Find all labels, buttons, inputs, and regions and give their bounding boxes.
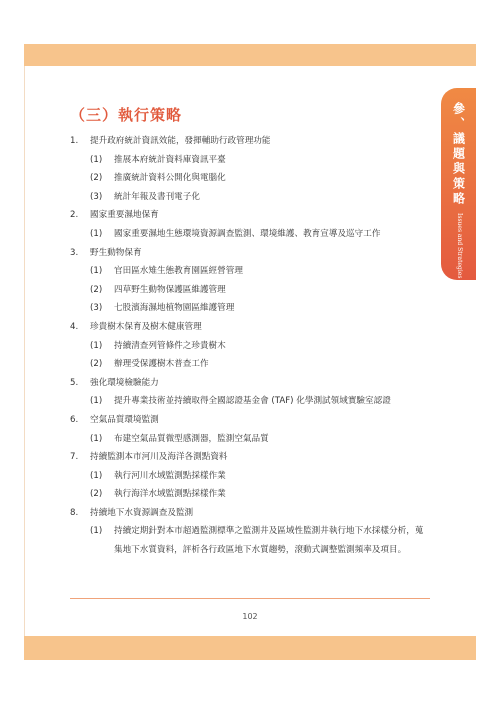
strategy-item xyxy=(70,504,430,523)
sub-item-number: (1) xyxy=(90,266,103,277)
sub-item xyxy=(70,392,430,411)
item-text: 持續監測本市河川及海洋各測點資料 xyxy=(90,452,228,463)
item-text: 野生動物保育 xyxy=(90,247,142,258)
sub-item-text: 國家重要濕地生態環境資源調查監測、環境維護、教育宣導及巡守工作 xyxy=(114,228,381,239)
item-text: 國家重要濕地保育 xyxy=(90,210,159,221)
sub-item xyxy=(70,262,430,281)
sub-item-text: 統計年報及書刊電子化 xyxy=(114,191,200,202)
item-text: 強化環境檢驗能力 xyxy=(90,377,159,388)
item-text: 空氣品質環境監測 xyxy=(90,414,159,425)
sub-item xyxy=(70,337,430,356)
sub-item-number: (2) xyxy=(90,489,103,500)
sub-item-number: (1) xyxy=(90,154,103,165)
sub-item xyxy=(70,522,430,559)
sub-item-number: (1) xyxy=(90,470,103,481)
sub-item xyxy=(70,299,430,318)
sub-item-text: 推廣統計資料公開化與電腦化 xyxy=(114,173,226,184)
bottom-color-band xyxy=(24,636,476,660)
strategy-item xyxy=(70,206,430,225)
sub-item-text: 提升專業技術並持續取得全國認證基金會 (TAF) 化學測試領域實驗室認證 xyxy=(114,396,391,407)
chapter-side-tab xyxy=(441,88,476,280)
item-text: 珍貴樹木保育及樹木健康管理 xyxy=(90,321,202,332)
sub-item-text: 執行河川水域監測點採樣作業 xyxy=(114,470,226,481)
strategy-item xyxy=(70,132,430,151)
item-text: 持續地下水資源調查及監測 xyxy=(90,507,194,518)
item-number: 8. xyxy=(70,507,79,518)
sub-item-number: (3) xyxy=(90,303,103,314)
sub-item xyxy=(70,188,430,207)
sub-item-number: (1) xyxy=(90,433,103,444)
item-number: 6. xyxy=(70,414,79,425)
section-title: （三）執行策略 xyxy=(70,106,183,124)
sub-item xyxy=(70,467,430,486)
strategy-item xyxy=(70,374,430,393)
sub-item-number: (2) xyxy=(90,284,103,295)
sub-item-number: (3) xyxy=(90,191,103,202)
sub-item-text: 七股濱海濕地植物園區維護管理 xyxy=(114,303,235,314)
sub-item xyxy=(70,151,430,170)
item-number: 1. xyxy=(70,136,79,146)
item-text: 提升政府統計資訊效能，發揮輔助行政管理功能 xyxy=(90,136,271,146)
sub-item-text: 官田區水雉生態教育園區經營管理 xyxy=(114,266,243,277)
item-number: 7. xyxy=(70,452,79,463)
sub-item xyxy=(70,225,430,244)
sub-item-number: (1) xyxy=(90,340,103,351)
sub-item xyxy=(70,355,430,374)
sub-item-text: 持續清查列管條件之珍貴樹木 xyxy=(114,340,226,351)
sub-item-number: (1) xyxy=(90,396,103,407)
sub-item-number: (2) xyxy=(90,173,103,184)
sub-item-text: 四草野生動物保護區維護管理 xyxy=(114,284,226,295)
top-color-band xyxy=(24,44,476,66)
sub-item-text: 辦理受保護樹木普查工作 xyxy=(114,359,209,370)
item-number: 4. xyxy=(70,321,79,332)
sub-item-text: 持續定期針對本市超過監測標準之監測井及區域性監測井執行地下水採樣分析，蒐集地下水質資料，評析各行政區地下水質趨勢，滾動式調整監測頻率及項目。 xyxy=(114,526,424,556)
sub-item-text: 推展本府統計資料庫資訊平臺 xyxy=(114,154,226,165)
strategy-list xyxy=(70,132,430,560)
sub-item-text: 執行海洋水域監測點採樣作業 xyxy=(114,489,226,500)
strategy-item xyxy=(70,318,430,337)
sub-item-number: (2) xyxy=(90,359,103,370)
sub-item xyxy=(70,485,430,504)
item-number: 3. xyxy=(70,247,79,258)
sub-item xyxy=(70,169,430,188)
sub-item xyxy=(70,430,430,449)
item-number: 5. xyxy=(70,377,79,388)
sub-item xyxy=(70,281,430,300)
strategy-item xyxy=(70,244,430,263)
chapter-tab-title: 參、議題與策略 xyxy=(451,102,466,207)
sub-item-text: 布建空氣品質微型感測器，監測空氣品質 xyxy=(114,433,269,444)
sub-item-number: (1) xyxy=(90,526,103,537)
item-number: 2. xyxy=(70,210,79,221)
footer-divider xyxy=(70,598,430,599)
strategy-item xyxy=(70,448,430,467)
chapter-tab-subtitle: Issues and Strategies xyxy=(455,213,463,279)
strategy-item xyxy=(70,411,430,430)
sub-item-number: (1) xyxy=(90,228,103,239)
page-number: 102 xyxy=(242,612,258,621)
